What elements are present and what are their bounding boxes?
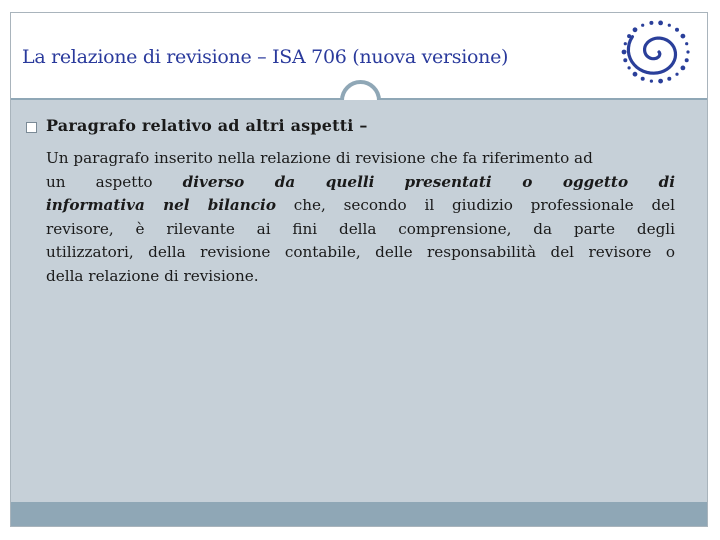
logo-dot <box>681 66 686 71</box>
logo-dot <box>624 42 627 45</box>
logo-dot <box>658 79 663 84</box>
body-line: revisore, è rilevante ai fini della comprensione, da parte degli <box>46 219 676 238</box>
body-line: utilizzatori, della revisione contabile, delle responsabilità del revisore o <box>46 243 675 262</box>
logo-dot <box>622 50 627 55</box>
body-line: della relazione di revisione. <box>46 266 259 285</box>
slide-title: La relazione di revisione – ISA 706 (nuova versione) <box>22 46 509 68</box>
logo-dot <box>641 24 644 27</box>
body-line: un aspetto diverso da quelli presentati o oggetto di <box>46 172 675 191</box>
logo-dot <box>628 66 631 69</box>
logo-dot <box>681 34 686 39</box>
logo-dot <box>685 58 689 62</box>
body-paragraph <box>46 147 675 289</box>
logo-dot <box>675 28 679 32</box>
logo-dot <box>675 73 678 76</box>
checkbox-bullet-icon <box>26 122 37 133</box>
logo-dot <box>623 58 627 62</box>
logo-dot <box>658 21 663 26</box>
logo-spiral <box>628 37 675 73</box>
footer-bar <box>11 502 707 526</box>
logo-dot <box>668 24 671 27</box>
body-line: informativa nel bilancio che, secondo il giudizio professionale del <box>46 196 676 215</box>
body-line: Un paragrafo inserito nella relazione di revisione che fa riferimento ad <box>46 149 593 167</box>
logo-dot <box>667 77 671 81</box>
logo-dot <box>686 50 689 53</box>
logo-dot <box>649 21 653 25</box>
logo-dot <box>641 77 645 81</box>
logo-dot <box>650 80 653 83</box>
logo-dot <box>685 42 688 45</box>
logo-dot <box>633 72 638 77</box>
logo-dot <box>633 27 638 32</box>
bullet-heading: Paragrafo relativo ad altri aspetti – <box>46 116 368 135</box>
spiral-dots-logo-icon <box>616 16 696 88</box>
